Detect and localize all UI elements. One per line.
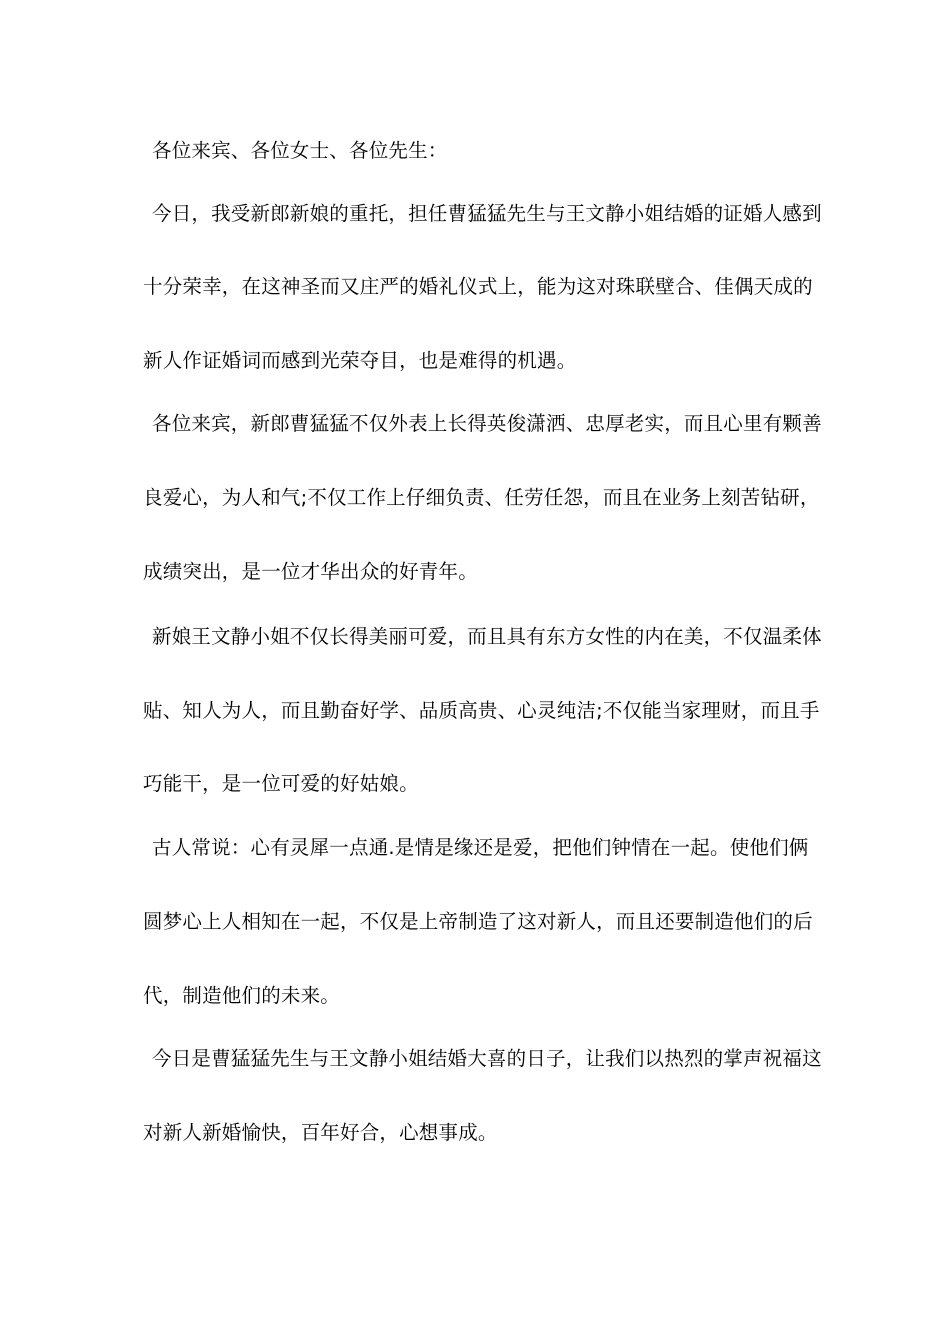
paragraph-4-line-2: 圆梦心上人相知在一起，不仅是上帝制造了这对新人，而且还要制造他们的后 [143,910,813,933]
paragraph-5-line-1: 今日是曹猛猛先生与王文静小姐结婚大喜的日子，让我们以热烈的掌声祝福这 [152,1047,822,1070]
paragraph-1-line-3: 新人作证婚词而感到光荣夺目，也是难得的机遇。 [143,349,577,372]
paragraph-2-line-1: 各位来宾，新郎曹猛猛不仅外表上长得英俊潇洒、忠厚老实，而且心里有颗善 [152,412,822,435]
paragraph-5-line-2: 对新人新婚愉快，百年好合，心想事成。 [143,1121,498,1144]
paragraph-3-line-1: 新娘王文静小姐不仅长得美丽可爱，而且具有东方女性的内在美，不仅温柔体 [152,625,822,648]
paragraph-2-line-2: 良爱心，为人和气;不仅工作上仔细负责、任劳任怨，而且在业务上刻苦钻研， [143,486,820,509]
paragraph-3-line-2: 贴、知人为人，而且勤奋好学、品质高贵、心灵纯洁;不仅能当家理财，而且手 [143,699,820,722]
paragraph-3-line-3: 巧能干，是一位可爱的好姑娘。 [143,772,419,795]
paragraph-4-line-3: 代，制造他们的未来。 [143,984,341,1007]
paragraph-2-line-3: 成绩突出，是一位才华出众的好青年。 [143,560,478,583]
paragraph-1-line-2: 十分荣幸，在这神圣而又庄严的婚礼仪式上，能为这对珠联壁合、佳偶天成的 [143,275,813,298]
paragraph-4-line-1: 古人常说：心有灵犀一点通.是情是缘还是爱，把他们钟情在一起。使他们俩 [152,836,809,859]
salutation-line: 各位来宾、各位女士、各位先生： [152,139,448,162]
paragraph-1-line-1: 今日，我受新郎新娘的重托，担任曹猛猛先生与王文静小姐结婚的证婚人感到 [152,202,822,225]
